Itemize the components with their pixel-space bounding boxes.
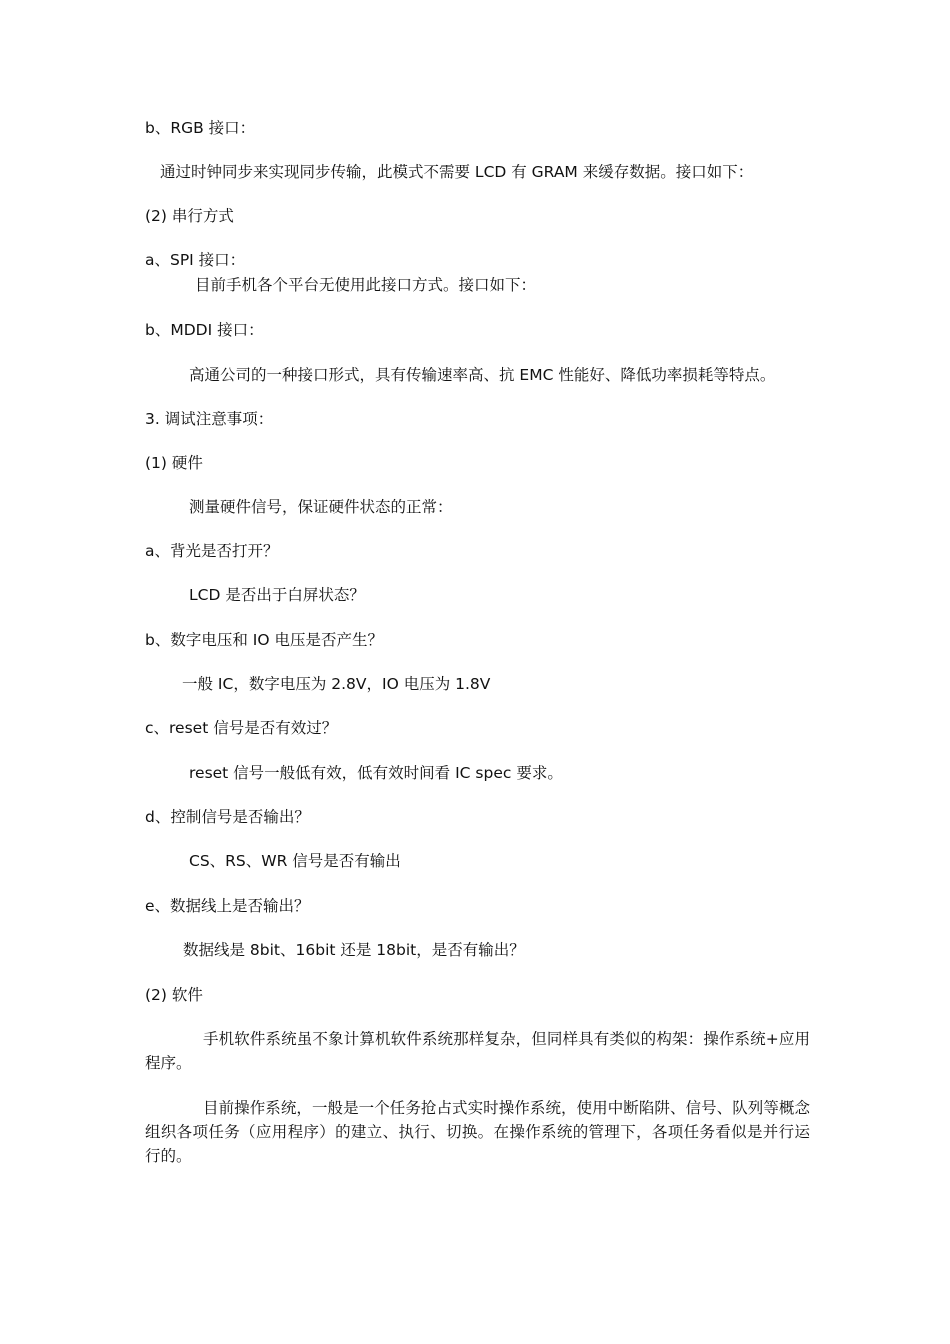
backlight-answer: LCD 是否出于白屏状态？: [189, 586, 365, 604]
software-paragraph-2: 目前操作系统，一般是一个任务抢占式实时操作系统，使用中断陷阱、信号、队列等概念组织各项任务（应用程序）的建立、执行、切换。在操作系统的管理下，各项任务看似是并行运行的。: [145, 1099, 810, 1165]
rgb-interface-heading: b、RGB 接口：: [145, 119, 256, 137]
control-signal-answer: CS、RS、WR 信号是否有输出: [189, 852, 401, 870]
debug-notes-heading: 3. 调试注意事项：: [145, 410, 274, 428]
mddi-interface-heading: b、MDDI 接口：: [145, 321, 264, 339]
data-line-answer: 数据线是 8bit、16bit 还是 18bit，是否有输出？: [183, 941, 525, 959]
mddi-interface-description: 高通公司的一种接口形式，具有传输速率高、抗 EMC 性能好、降低功率损耗等特点。: [189, 366, 776, 384]
hardware-heading: (1) 硬件: [145, 454, 203, 472]
software-heading: (2) 软件: [145, 986, 203, 1004]
rgb-interface-description: 通过时钟同步来实现同步传输，此模式不需要 LCD 有 GRAM 来缓存数据。接口如下：: [160, 163, 754, 181]
spi-interface-heading: a、SPI 接口：: [145, 251, 246, 269]
voltage-answer: 一般 IC，数字电压为 2.8V，IO 电压为 1.8V: [182, 675, 491, 693]
software-paragraph-1: 手机软件系统虽不象计算机软件系统那样复杂，但同样具有类似的构架：操作系统+应用程序。: [145, 1030, 810, 1072]
control-signal-question: d、控制信号是否输出？: [145, 808, 310, 826]
serial-mode-heading: (2) 串行方式: [145, 207, 234, 225]
reset-answer: reset 信号一般低有效，低有效时间看 IC spec 要求。: [189, 764, 563, 782]
backlight-question: a、背光是否打开？: [145, 542, 279, 560]
voltage-question: b、数字电压和 IO 电压是否产生？: [145, 631, 383, 649]
hardware-description: 测量硬件信号，保证硬件状态的正常：: [189, 498, 453, 516]
reset-question: c、reset 信号是否有效过？: [145, 719, 338, 737]
data-line-question: e、数据线上是否输出？: [145, 897, 310, 915]
spi-interface-description: 目前手机各个平台无使用此接口方式。接口如下：: [195, 276, 537, 294]
